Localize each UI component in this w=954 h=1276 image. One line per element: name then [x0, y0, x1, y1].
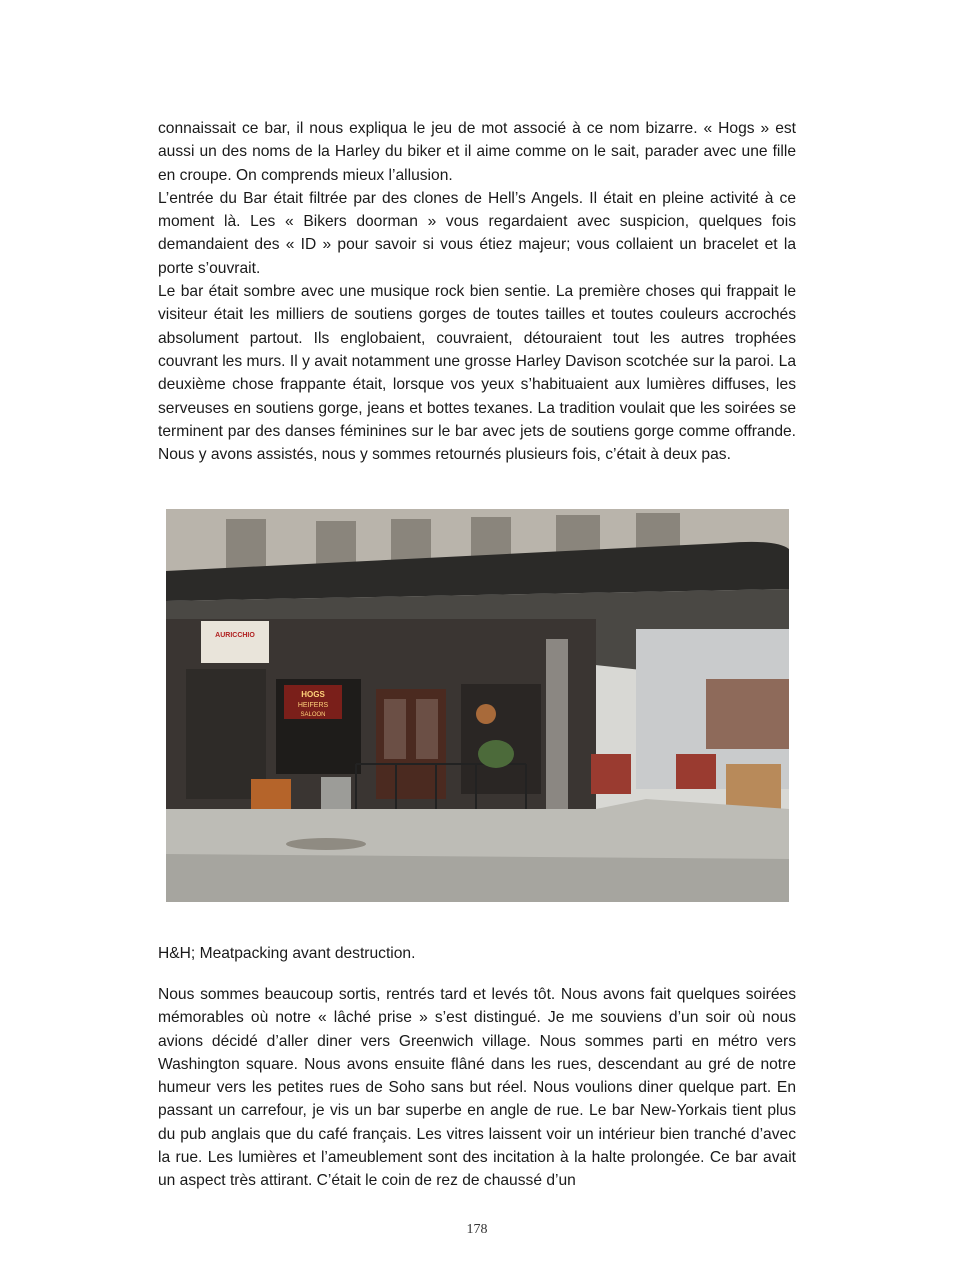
bar-sign-line1: HOGS — [301, 690, 325, 699]
front-window — [461, 684, 541, 794]
door-glass — [416, 699, 438, 759]
street — [166, 854, 789, 902]
pillar — [546, 639, 568, 809]
paragraph: L’entrée du Bar était filtrée par des clones de Hell’s Angels. Il était en pleine activité à ce moment là. Les « Bikers doorman » vous regardaient avec suspicion, quelques fois demandaient des « ID » pour savoir si vous étiez majeur; vous collaient un bracelet et la porte s’ouvrait. — [158, 189, 796, 277]
bottom-text — [158, 983, 796, 1193]
storefront-illustration — [166, 509, 789, 902]
bar-sign-line3: SALOON — [300, 712, 326, 718]
storefront-photo — [166, 509, 789, 902]
awning-sign-text: AURICCHIO — [215, 632, 255, 639]
page-number: 178 — [466, 1222, 488, 1237]
door-glass — [384, 699, 406, 759]
window-decoration — [476, 704, 496, 724]
puddle — [286, 838, 366, 850]
paragraph: Nous sommes beaucoup sortis, rentrés tard et levés tôt. Nous avons fait quelques soirées mémorables où notre « lâché prise » s’est distingué. Je me souviens d’un soir où nous avions décidé d’aller diner vers Greenwich village. Nous sommes parti en métro vers Washington square. Nous avons ensuite flâné dans les rues, descendant au gré de notre humeur vers les petites rues de Soho sans but réel. Nous voulions diner quelque part. En passant un carrefour, je vis un bar superbe en angle de rue. Le bar New-Yorkais tient plus du pub anglais que du café français. Les vitres laissent voir un intérieur bien tranché d’avec la rue. Les lumières et l’ameublement sont des incitation à la halte prolongée. Ce bar avait un aspect très attirant. C’était le coin de rez de chaussé d’un — [158, 986, 796, 1190]
distant-building — [706, 679, 789, 749]
cart — [591, 754, 631, 794]
top-text — [158, 117, 796, 466]
paragraph: Le bar était sombre avec une musique rock bien sentie. La première choses qui frappait le visiteur était les milliers de soutiens gorges de toutes tailles et toutes couleurs accrochés absolument partout. Ils englobaient, couvraient, détouraient tout les autres trophées couvrant les murs. Il y avait notamment une grosse Harley Davison scotchée sur la paroi. La deuxième chose frappante était, lorsque vos yeux s’habituaient aux lumières diffuses, les serveuses en soutiens gorge, jeans et bottes texanes. La tradition voulait que les soirées se terminent par des danses féminines sur le bar avec jets de soutiens gorge comme offrande. Nous y avons assistés, nous y sommes retournés plusieurs fois, c’était à deux pas. — [158, 283, 796, 464]
paragraph: connaissait ce bar, il nous expliqua le jeu de mot associé à ce nom bizarre. « Hogs » est aussi un des noms de la Harley du biker et il aime comme on le sait, parader avec une fille en croupe. On comprends mieux l’allusion. — [158, 120, 796, 184]
bar-sign-line2: HEIFERS — [297, 702, 329, 709]
crate — [251, 779, 291, 809]
crate — [726, 764, 781, 809]
cart — [676, 754, 716, 789]
plant — [478, 740, 514, 768]
window — [226, 519, 266, 569]
photo-caption: H&H; Meatpacking avant destruction. — [158, 945, 416, 962]
window — [316, 521, 356, 569]
awning-sign — [201, 621, 269, 663]
